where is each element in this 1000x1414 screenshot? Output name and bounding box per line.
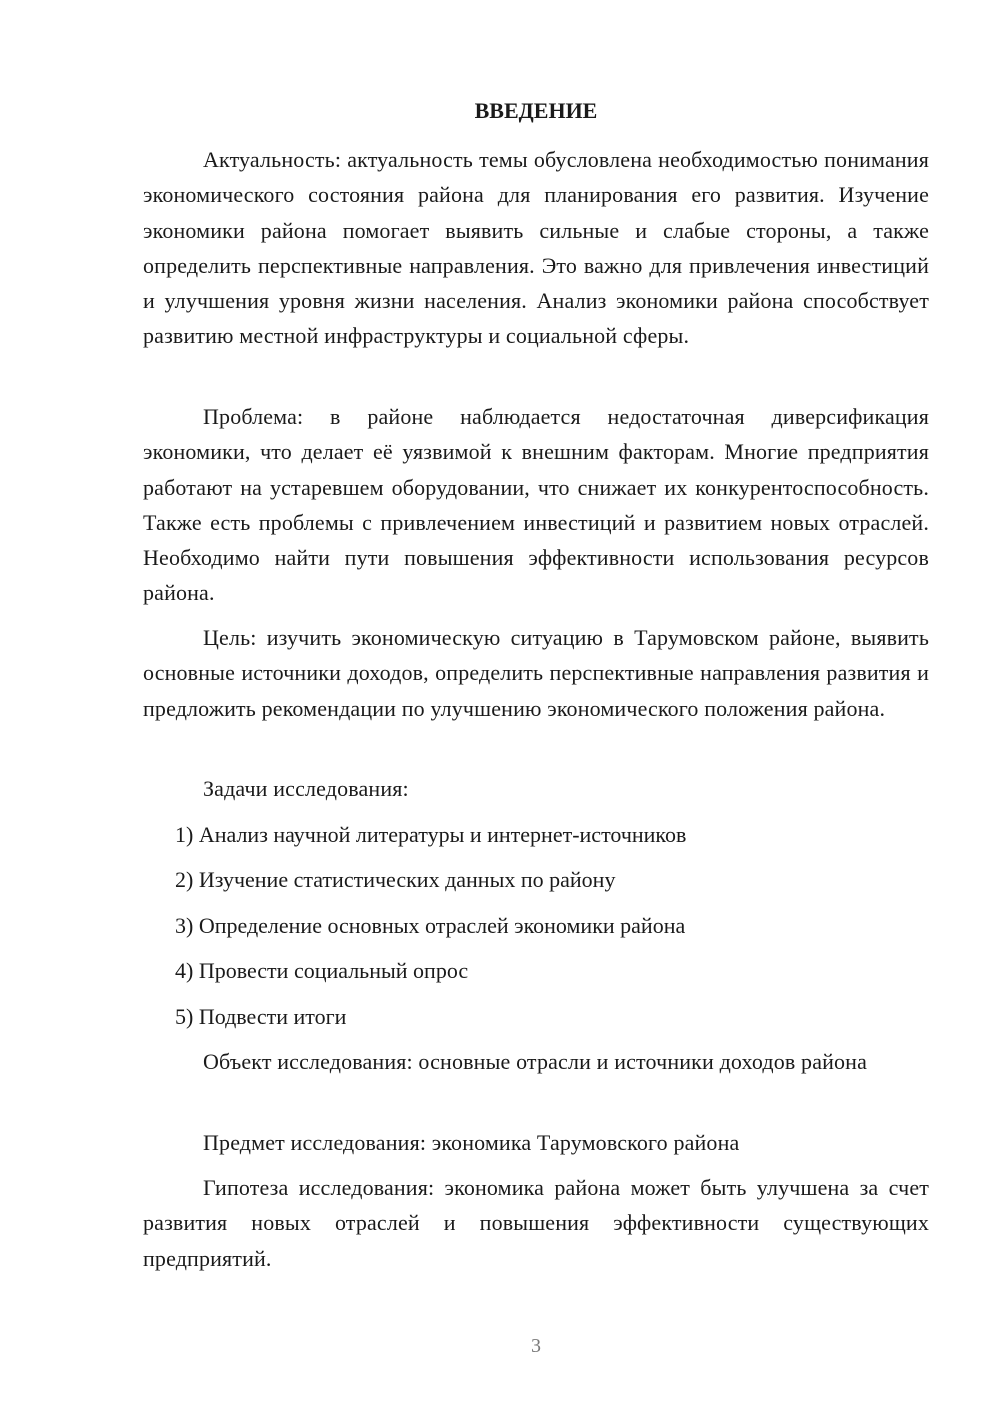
- relevance-paragraph: Актуальность: актуальность темы обусловлена необходимостью понимания экономического состояния района для планирования его развития. Изучение экономики района помогает выявить сильные и слабые стороны, а также определить перспективные направления. Это важно для привлечения инвестиций и улучшения уровня жизни населения. Анализ экономики района способствует развитию местной инфраструктуры и социальной сферы.: [143, 147, 929, 349]
- goal-paragraph: Цель: изучить экономическую ситуацию в Тарумовском районе, выявить основные источники доходов, определить перспективные направления развития и предложить рекомендации по улучшению экономического положения района.: [143, 625, 929, 721]
- hypothesis-paragraph: Гипотеза исследования: экономика района может быть улучшена за счет развития новых отраслей и повышения эффективности существующих предприятий.: [143, 1175, 929, 1271]
- object-paragraph: Объект исследования: основные отрасли и источники доходов района: [203, 1049, 868, 1074]
- tasks-title: Задачи исследования:: [203, 776, 409, 801]
- list-item: 2) Изучение статистических данных по району: [175, 867, 616, 893]
- page-number: 3: [531, 1335, 541, 1357]
- subject-paragraph: Предмет исследования: экономика Тарумовского района: [203, 1130, 740, 1155]
- page-title: ВВЕДЕНИЕ: [474, 98, 598, 123]
- problem-paragraph: Проблема: в районе наблюдается недостаточная диверсификация экономики, что делает её уязвимой к внешним факторам. Многие предприятия работают на устаревшем оборудовании, что снижает их конкурентоспособность. Также есть проблемы с привлечением инвестиций и развитием новых отраслей. Необходимо найти пути повышения эффективности использования ресурсов района.: [143, 404, 929, 606]
- list-item: 1) Анализ научной литературы и интернет-источников: [175, 822, 687, 847]
- list-item: 3) Определение основных отраслей экономики района: [175, 912, 686, 938]
- list-item: 5) Подвести итоги: [175, 1003, 347, 1029]
- tasks-list: [175, 817, 915, 1044]
- list-item: 4) Провести социальный опрос: [175, 958, 469, 984]
